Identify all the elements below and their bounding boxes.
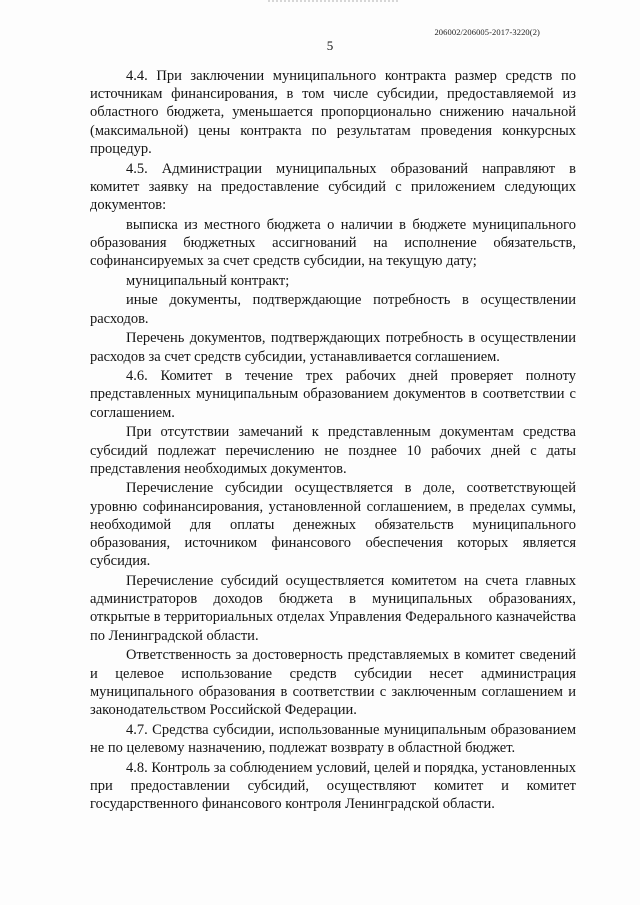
paragraph-4-5: 4.5. Администрации муниципальных образований направляют в комитет заявку на предоставление субсидий с приложением следующих документов:: [90, 160, 576, 213]
paragraph-4-6: 4.6. Комитет в течение трех рабочих дней проверяет полноту представленных муниципальным образованием документов в соответствии с соглашением.: [90, 368, 576, 421]
paragraph-documents-list: Перечень документов, подтверждающих потребность в осуществлении расходов за счет средств субсидии, устанавливается соглашением.: [90, 330, 576, 365]
document-body: [90, 67, 576, 815]
page-number: 5: [326, 38, 334, 53]
document-code: 206002/206005-2017-3220(2): [434, 27, 540, 37]
paragraph-budget-extract: выписка из местного бюджета о наличии в бюджете муниципального образования бюджетных ассигнований на исполнение обязательств, софинансируемых за счет средств субсидии, на текущую дату;: [90, 216, 576, 270]
paragraph-4-4: 4.4. При заключении муниципального контракта размер средств по источникам финансирования, в том числе субсидии, предоставляемой из областного бюджета, уменьшается пропорционально снижению начальной (максимальной) цены контракта по результатам проведения конкурсных процедур.: [90, 68, 576, 157]
paragraph-transfer-share: Перечисление субсидии осуществляется в доле, соответствующей уровню софинансирования, установленной соглашением, в пределах суммы, необходимой для оплаты денежных обязательств муниципального образования, источником финансового обеспечения которых является субсидия.: [90, 480, 576, 570]
paragraph-other-documents: иные документы, подтверждающие потребность в осуществлении расходов.: [90, 292, 576, 327]
paragraph-4-8: 4.8. Контроль за соблюдением условий, целей и порядка, установленных при предоставлении субсидий, осуществляют комитет и комитет государственного финансового контроля Ленинградской области.: [90, 759, 576, 812]
paragraph-transfer-accounts: Перечисление субсидий осуществляется комитетом на счета главных администраторов доходов бюджета в муниципальных образованиях, открытые в территориальных отделах Управления Федерального казначейства по Ленинградской области.: [90, 572, 576, 644]
paragraph-no-remarks: При отсутствии замечаний к представленным документам средства субсидий подлежат перечислению не позднее 10 рабочих дней с даты представления необходимых документов.: [90, 424, 576, 477]
paragraph-municipal-contract: муниципальный контракт;: [126, 272, 290, 289]
scan-artifact: [268, 0, 398, 6]
paragraph-4-7: 4.7. Средства субсидии, использованные муниципальным образованием не по целевому назначению, подлежат возврату в областной бюджет.: [90, 721, 576, 756]
paragraph-responsibility: Ответственность за достоверность представляемых в комитет сведений и целевое использование средств субсидии несет администрация муниципального образования в соответствии с заключенным соглашением и законодательством Российской Федерации.: [90, 647, 576, 718]
